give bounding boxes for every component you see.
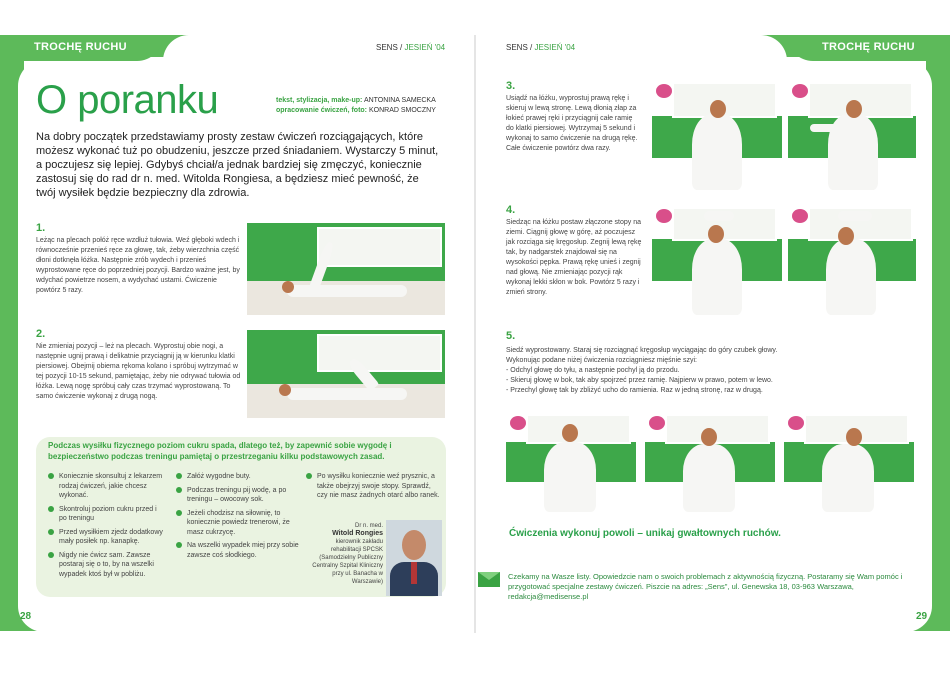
exercise-5-photo-c — [784, 412, 914, 512]
magazine-issue-right: SENS / JESIEŃ '04 — [506, 43, 576, 52]
credit-value: ANTONINA SAMECKA — [363, 97, 436, 104]
letters-invitation: Czekamy na Wasze listy. Opowiedzcie nam o swoich problemach z aktywnością fizyczną. Postaramy się Wam pomóc i przygotować specjalne zestawy ćwiczeń. Piszcie na adres: „Sens", ul. Genewska 18, 03-963 Warszawa, redakcja@medisense.pl — [508, 572, 903, 601]
bullet-icon — [176, 542, 182, 548]
tip-text: Koniecznie skonsultuj z lekarzem rodzaj ćwiczeń, jakie chcesz wykonać. — [59, 473, 163, 499]
bullet-icon — [176, 510, 182, 516]
section-label-right: TROCHĘ RUCHU — [822, 41, 915, 53]
flowers — [792, 84, 808, 98]
tips-column-1 — [48, 472, 166, 583]
tips-heading: Podczas wysiłku fizycznego poziom cukru spada, dlatego też, by zapewnić sobie wygodę i bezpieczeństwo podczas treningu pamiętaj o przestrzeganiu kilku podstawowych zasad. — [48, 441, 392, 461]
article-credits — [276, 96, 436, 116]
figure-head — [846, 100, 862, 118]
season: JESIEŃ '04 — [404, 43, 446, 52]
tip-text: Po wysiłku koniecznie weź prysznic, a także obejrzyj swoje stopy. Sprawdź, czy nie masz żadnych otarć albo ranek. — [317, 473, 440, 499]
bullet-icon — [306, 473, 312, 479]
figure — [683, 444, 735, 512]
window — [317, 227, 442, 267]
flowers — [649, 416, 665, 430]
envelope-icon — [478, 572, 500, 587]
window — [526, 414, 631, 444]
flowers — [792, 209, 808, 223]
tip-text: Skontroluj poziom cukru przed i po treningu — [59, 505, 157, 522]
figure — [287, 388, 407, 400]
season: JESIEŃ '04 — [534, 43, 576, 52]
exercise-4-photo-a — [652, 205, 782, 315]
magazine-issue-left: SENS / JESIEŃ '04 — [376, 43, 446, 52]
exercise-4-number: 4. — [506, 204, 516, 216]
exercise-5-number: 5. — [506, 330, 516, 342]
doctor-tie — [411, 562, 417, 584]
bullet-icon — [48, 529, 54, 535]
tip-text: Załóż wygodne buty. — [187, 473, 251, 480]
exercise-2-text: Nie zmieniaj pozycji – leż na plecach. Wyprostuj obie nogi, a następnie ugnij prawą i delikatnie przyciągnij ją w kierunku klatki piersiowej. Obejmij obiema rękoma kolano i spróbuj wytrzymać w tej pozycji 10-15 sekund, pamiętając, żeby nie odrywać tułowia od łóżka. Lewą nogę spróbuj cały czas trzymać wyprostowaną. To samo ćwiczenie wykonaj z drugą nogą. — [36, 343, 241, 400]
tip-item — [48, 528, 166, 547]
tip-item — [48, 551, 166, 580]
flowers — [510, 416, 526, 430]
tips-column-2 — [176, 472, 302, 564]
tip-item — [48, 472, 166, 501]
exercise-5-line: Siedź wyprostowany. Staraj się rozciągnąć kręgosłup wyciągając do góry czubek głowy. — [506, 347, 778, 354]
window — [317, 334, 442, 372]
flowers — [656, 209, 672, 223]
section-label-left: TROCHĘ RUCHU — [34, 41, 127, 53]
figure-arm — [838, 211, 872, 221]
figure — [822, 444, 874, 512]
exercise-4-text: Siedząc na łóżku postaw złączone stopy na ziemi. Ciągnij głowę w górę, aż poczujesz jak rozciąga się kręgosłup. Zegnij lewą rękę tak, by nadgarstek znajdował się na wysokości pępka. Prawą rękę unieś i zegnij nad głową. Nie zmieniając pozycji rąk wykonaj lekki skłon w bok. Powtórz 5 razy i zmień strony. — [506, 219, 642, 296]
magazine-name: SENS — [506, 43, 528, 52]
figure-head — [838, 227, 854, 245]
doctor-title: Dr n. med. — [354, 523, 383, 529]
page-number-right: 29 — [916, 611, 928, 622]
exercise-2-number: 2. — [36, 328, 46, 340]
figure-head — [846, 428, 862, 446]
figure — [287, 285, 407, 297]
exercise-5-line: - Przechyl głowę tak by zbliżyć ucho do ramienia. Raz w jedną stronę, raz w drugą. — [506, 387, 763, 394]
footer-bar-left — [40, 603, 474, 631]
credit-value: KONRAD SMOCZNY — [368, 107, 436, 114]
bullet-icon — [176, 473, 182, 479]
bullet-icon — [48, 506, 54, 512]
tip-text: Jeżeli chodzisz na siłownię, to koniecznie powiedz trenerowi, że masz cukrzycę. — [187, 509, 290, 536]
magazine-name: SENS — [376, 43, 398, 52]
doctor-photo — [386, 520, 442, 596]
exercise-3-photo-a — [652, 80, 782, 190]
figure — [826, 239, 876, 315]
figure — [692, 239, 742, 315]
tip-item — [176, 509, 302, 538]
exercise-3-number: 3. — [506, 80, 516, 92]
exercise-3-photo-b — [788, 80, 916, 190]
doctor-caption — [311, 522, 383, 586]
page-number-left: 28 — [20, 611, 32, 622]
exercise-5-photo-a — [506, 412, 636, 512]
doctor-face — [402, 530, 426, 560]
figure-head — [710, 100, 726, 118]
footer-bar-right — [476, 603, 910, 631]
bullet-icon — [48, 552, 54, 558]
tip-item — [176, 472, 302, 482]
figure-head — [701, 428, 717, 446]
tip-text: Nigdy nie ćwicz sam. Zawsze postaraj się o to, by na wszelki wypadek ktoś był w pobliżu. — [59, 551, 154, 578]
exercise-5-photo-b — [645, 412, 775, 512]
figure-head — [708, 225, 724, 243]
flowers — [788, 416, 804, 430]
exercise-1-text: Leżąc na plecach połóż ręce wzdłuż tułowia. Weź głęboki wdech i równocześnie przenieś ręce za głowę, tak, żeby wierzchnia część dłoni dotknęła łóżka. Następnie zrób wydech i przenieś wyprostowane ręce do poprzedniej pozycji. Bardzo ważne jest, by wdychać powietrze nosem, a wydychać ustami. Ćwiczenie powtórz 5 razy. — [36, 237, 240, 294]
exercise-5-line: Wykonując podane niżej ćwiczenia rozciągniesz mięśnie szyi: — [506, 357, 697, 364]
figure-head — [562, 424, 578, 442]
exercise-3-text: Usiądź na łóżku, wyprostuj prawą rękę i skieruj w lewą stronę. Lewą dłonią złap za łokieć prawej ręki i przyciągnij całe ramię do klatki piersiowej. Wytrzymaj 5 sekund i wykonaj to samo ćwiczenie na drugą rękę. Całe ćwiczenie powtórz dwa razy. — [506, 95, 638, 152]
exercise-1-number: 1. — [36, 222, 46, 234]
tip-text: Przed wysiłkiem zjedz dodatkowy mały posiłek np. kanapkę. — [59, 528, 163, 545]
figure-arm — [704, 211, 734, 221]
exercise-5-text — [506, 346, 911, 396]
doctor-name: Witold Rongies — [332, 530, 383, 537]
article-lead: Na dobry początek przedstawiamy prosty zestaw ćwiczeń rozciągających, które możesz wykonać tuż po obudzeniu, jeszcze przed śniadaniem. Wystarczy 5 minut, a poczujesz się lepiej. Gdybyś chciał/a jednak bardziej się zmęczyć, koniecznie zastosuj się do rad dr n. med. Witolda Rongiesa, a będziesz mieć pewność, że twój wysiłek będzie bezpieczny dla zdrowia. — [36, 131, 439, 199]
figure — [544, 442, 596, 512]
article-title: O poranku — [36, 78, 219, 122]
figure-head — [279, 384, 291, 396]
tip-item — [176, 541, 302, 560]
exercise-4-photo-b — [788, 205, 916, 315]
exercise-1-photo — [247, 223, 445, 315]
tip-item — [48, 505, 166, 524]
figure-arm — [810, 124, 850, 132]
tip-text: Na wszelki wypadek miej przy sobie zawsze coś słodkiego. — [187, 542, 299, 559]
flowers — [656, 84, 672, 98]
window — [665, 414, 770, 444]
tip-text: Podczas treningu pij wodę, a po treningu – owocowy sok. — [187, 486, 287, 503]
tip-item — [306, 472, 442, 501]
tip-item — [176, 486, 302, 505]
figure-head — [282, 281, 294, 293]
credit-label: tekst, stylizacja, make-up: — [276, 97, 363, 104]
bullet-icon — [48, 473, 54, 479]
exercise-2-photo — [247, 330, 445, 418]
bullet-icon — [176, 487, 182, 493]
tips-column-3 — [306, 472, 442, 505]
gutter — [474, 35, 476, 633]
exercise-5-line: - Skieruj głowę w bok, tak aby spojrzeć przez ramię. Najpierw w prawo, potem w lewo. — [506, 377, 773, 384]
doctor-role: kierownik zakładu rehabilitacji SPCSK (Samodzielny Publiczny Centralny Szpital Kliniczny przy ul. Banacha w Warszawie) — [312, 539, 383, 585]
exercise-5-line: - Odchyl głowę do tyłu, a następnie pochyl ją do przodu. — [506, 367, 680, 374]
credit-label: opracowanie ćwiczeń, foto: — [276, 107, 368, 114]
figure — [692, 114, 742, 190]
slow-exercise-note: Ćwiczenia wykonuj powoli – unikaj gwałtownych ruchów. — [509, 528, 781, 539]
